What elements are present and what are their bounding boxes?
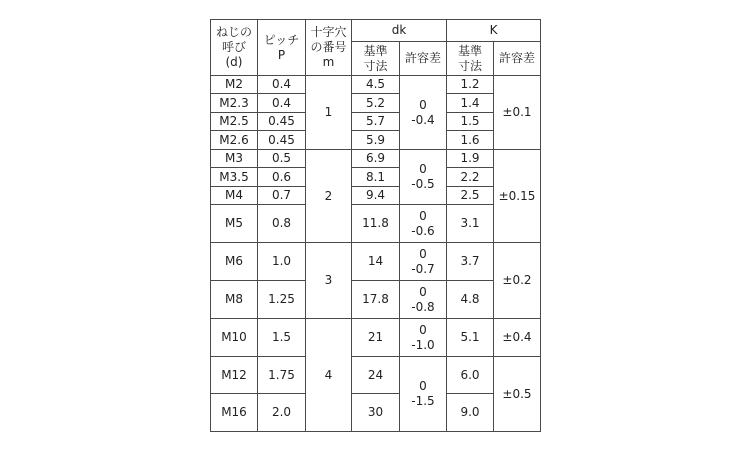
thread-size-cell: M2.3 bbox=[211, 94, 258, 113]
pitch-cell: 0.7 bbox=[258, 187, 306, 205]
dk-basic-cell: 30 bbox=[352, 394, 400, 432]
dk-basic-cell: 21 bbox=[352, 319, 400, 357]
table-row bbox=[211, 187, 541, 205]
table-row bbox=[211, 357, 541, 394]
k-tolerance-cell: ±0.5 bbox=[494, 357, 541, 432]
dk-basic-cell: 8.1 bbox=[352, 168, 400, 187]
recess-number-cell: 1 bbox=[306, 76, 352, 150]
k-tolerance-cell: ±0.4 bbox=[494, 319, 541, 357]
pitch-cell: 1.5 bbox=[258, 319, 306, 357]
k-basic-cell: 1.5 bbox=[447, 113, 494, 131]
pitch-cell: 0.8 bbox=[258, 205, 306, 243]
thread-size-cell: M10 bbox=[211, 319, 258, 357]
dk-basic-cell: 14 bbox=[352, 243, 400, 281]
dk-tolerance-cell: 0 -1.0 bbox=[400, 319, 447, 357]
table-row bbox=[211, 168, 541, 187]
pitch-cell: 0.5 bbox=[258, 150, 306, 168]
table-row bbox=[211, 131, 541, 150]
k-basic-cell: 6.0 bbox=[447, 357, 494, 394]
dk-basic-cell: 5.2 bbox=[352, 94, 400, 113]
header-k-tolerance: 許容差 bbox=[494, 42, 541, 76]
table-row bbox=[211, 281, 541, 319]
thread-size-cell: M8 bbox=[211, 281, 258, 319]
pitch-cell: 0.45 bbox=[258, 131, 306, 150]
thread-size-cell: M5 bbox=[211, 205, 258, 243]
table-row bbox=[211, 243, 541, 281]
dk-tolerance-cell: 0 -0.8 bbox=[400, 281, 447, 319]
thread-size-cell: M6 bbox=[211, 243, 258, 281]
thread-size-cell: M4 bbox=[211, 187, 258, 205]
recess-number-cell: 2 bbox=[306, 150, 352, 243]
k-basic-cell: 2.5 bbox=[447, 187, 494, 205]
screw-dimension-table bbox=[210, 19, 541, 432]
thread-size-cell: M2 bbox=[211, 76, 258, 94]
k-basic-cell: 4.8 bbox=[447, 281, 494, 319]
table-row bbox=[211, 319, 541, 357]
recess-number-cell: 3 bbox=[306, 243, 352, 319]
k-tolerance-cell: ±0.1 bbox=[494, 76, 541, 150]
thread-size-cell: M2.6 bbox=[211, 131, 258, 150]
header-k: K bbox=[447, 20, 541, 42]
k-basic-cell: 5.1 bbox=[447, 319, 494, 357]
dk-tolerance-cell: 0 -0.5 bbox=[400, 150, 447, 205]
dk-basic-cell: 5.9 bbox=[352, 131, 400, 150]
pitch-cell: 0.6 bbox=[258, 168, 306, 187]
k-basic-cell: 1.9 bbox=[447, 150, 494, 168]
header-pitch: ピッチ P bbox=[258, 20, 306, 76]
k-basic-cell: 3.7 bbox=[447, 243, 494, 281]
dk-tolerance-cell: 0 -0.7 bbox=[400, 243, 447, 281]
pitch-cell: 1.0 bbox=[258, 243, 306, 281]
table-row bbox=[211, 394, 541, 432]
table-row bbox=[211, 94, 541, 113]
pitch-cell: 2.0 bbox=[258, 394, 306, 432]
pitch-cell: 0.45 bbox=[258, 113, 306, 131]
table-row bbox=[211, 205, 541, 243]
thread-size-cell: M2.5 bbox=[211, 113, 258, 131]
table-row bbox=[211, 76, 541, 94]
header-dk-basic: 基準 寸法 bbox=[352, 42, 400, 76]
thread-size-cell: M16 bbox=[211, 394, 258, 432]
pitch-cell: 1.25 bbox=[258, 281, 306, 319]
k-basic-cell: 1.6 bbox=[447, 131, 494, 150]
k-basic-cell: 1.2 bbox=[447, 76, 494, 94]
dk-tolerance-cell: 0 -0.6 bbox=[400, 205, 447, 243]
dk-tolerance-cell: 0 -0.4 bbox=[400, 76, 447, 150]
dk-tolerance-cell: 0 -1.5 bbox=[400, 357, 447, 432]
dk-basic-cell: 5.7 bbox=[352, 113, 400, 131]
pitch-cell: 0.4 bbox=[258, 94, 306, 113]
table-row bbox=[211, 150, 541, 168]
k-tolerance-cell: ±0.2 bbox=[494, 243, 541, 319]
header-dk-tolerance: 許容差 bbox=[400, 42, 447, 76]
recess-number-cell: 4 bbox=[306, 319, 352, 432]
header-recess-number: 十字穴 の番号 m bbox=[306, 20, 352, 76]
k-tolerance-cell: ±0.15 bbox=[494, 150, 541, 243]
k-basic-cell: 1.4 bbox=[447, 94, 494, 113]
dk-basic-cell: 6.9 bbox=[352, 150, 400, 168]
k-basic-cell: 2.2 bbox=[447, 168, 494, 187]
thread-size-cell: M3 bbox=[211, 150, 258, 168]
thread-size-cell: M12 bbox=[211, 357, 258, 394]
dk-basic-cell: 24 bbox=[352, 357, 400, 394]
k-basic-cell: 9.0 bbox=[447, 394, 494, 432]
pitch-cell: 0.4 bbox=[258, 76, 306, 94]
k-basic-cell: 3.1 bbox=[447, 205, 494, 243]
dk-basic-cell: 17.8 bbox=[352, 281, 400, 319]
header-thread-size: ねじの 呼び (d) bbox=[211, 20, 258, 76]
header-k-basic: 基準 寸法 bbox=[447, 42, 494, 76]
dk-basic-cell: 4.5 bbox=[352, 76, 400, 94]
table-row bbox=[211, 113, 541, 131]
dk-basic-cell: 9.4 bbox=[352, 187, 400, 205]
pitch-cell: 1.75 bbox=[258, 357, 306, 394]
thread-size-cell: M3.5 bbox=[211, 168, 258, 187]
header-dk: dk bbox=[352, 20, 447, 42]
dk-basic-cell: 11.8 bbox=[352, 205, 400, 243]
